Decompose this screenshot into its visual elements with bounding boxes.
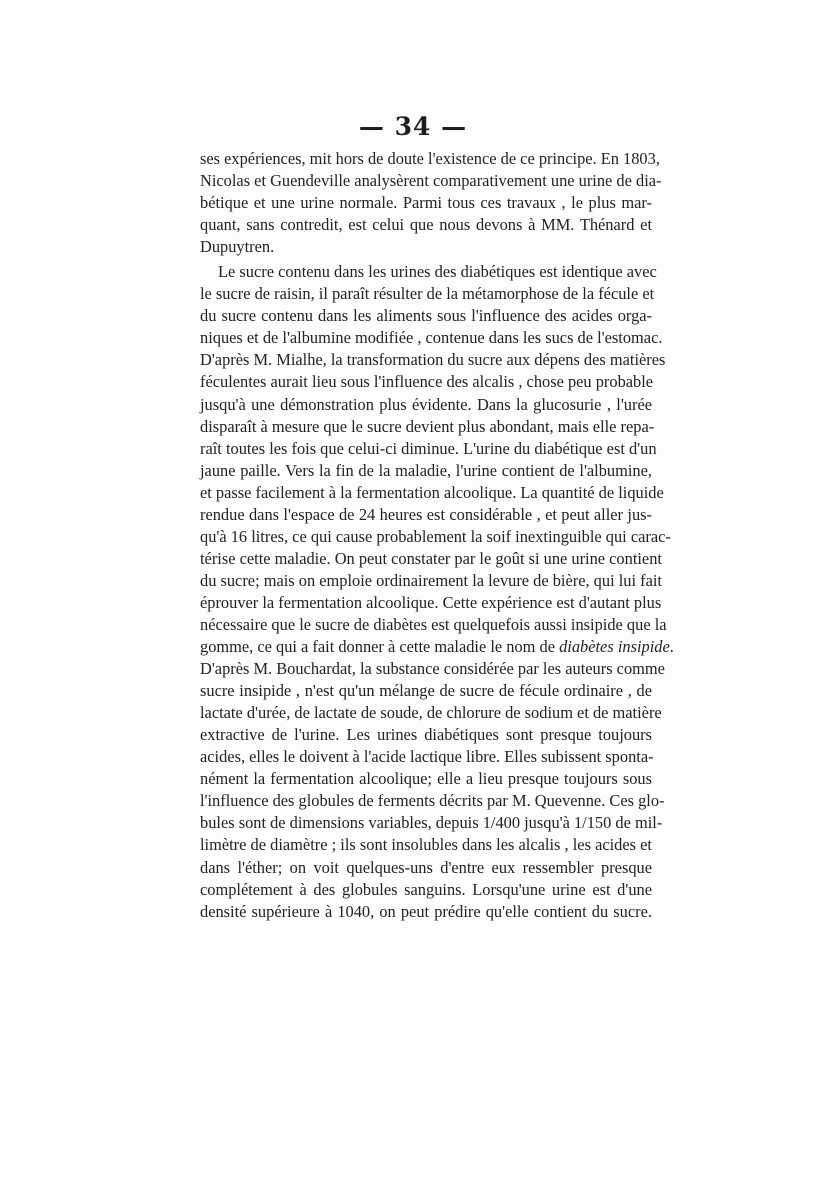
text-line: Le sucre contenu dans les urines des diabétiques est identique avec <box>218 262 657 282</box>
text-line: lactate d'urée, de lactate de soude, de chlorure de sodium et de matière <box>200 703 662 723</box>
text-line: térise cette maladie. On peut constater par le goût si une urine contient <box>200 548 662 568</box>
paragraph <box>200 261 674 922</box>
text-line: sucre insipide , n'est qu'un mélange de sucre de fécule ordinaire , de <box>200 681 652 701</box>
text-line: D'après M. Mialhe, la transformation du sucre aux dépens des matières <box>200 350 666 370</box>
text-line: du sucre; mais on emploie ordinairement la levure de bière, qui lui fait <box>200 570 662 590</box>
text-line: raît toutes les fois que celui-ci diminue. L'urine du diabétique est d'un <box>200 438 657 458</box>
text-line: Dupuytren. <box>200 237 275 257</box>
text-line: l'influence des globules de ferments décrits par M. Quevenne. Ces glo- <box>200 791 665 811</box>
text-line: densité supérieure à 1040, on peut prédire qu'elle contient du sucre. <box>200 901 652 921</box>
text-line: quant, sans contredit, est celui que nous devons à MM. Thénard et <box>200 215 652 235</box>
body-text <box>200 148 674 923</box>
text-line: jaune paille. Vers la fin de la maladie, l'urine contient de l'albumine, <box>200 460 652 480</box>
text-line: du sucre contenu dans les aliments sous l'influence des acides orga- <box>200 306 652 326</box>
text-segment: . <box>669 637 674 657</box>
text-line: nément la fermentation alcoolique; elle a lieu presque toujours sous <box>200 769 652 789</box>
italic-term: diabètes insipide <box>559 637 670 657</box>
text-line: limètre de diamètre ; ils sont insolubles dans les alcalis , les acides et <box>200 835 652 855</box>
text-line: bétique et une urine normale. Parmi tous ces travaux , le plus mar- <box>200 193 652 213</box>
text-line <box>200 636 674 658</box>
paragraph <box>200 148 662 258</box>
text-line: Nicolas et Guendeville analysèrent comparativement une urine de dia- <box>200 171 662 191</box>
text-line: complétement à des globules sanguins. Lorsqu'une urine est d'une <box>200 879 652 899</box>
text-line: nécessaire que le sucre de diabètes est quelquefois aussi insipide que la <box>200 614 667 634</box>
text-line: bules sont de dimensions variables, depuis 1/400 jusqu'à 1/150 de mil- <box>200 813 663 833</box>
text-line: qu'à 16 litres, ce qui cause probablement la soif inextinguible qui carac- <box>200 526 671 546</box>
text-line: le sucre de raisin, il paraît résulter de la métamorphose de la fécule et <box>200 284 655 304</box>
text-line: ses expériences, mit hors de doute l'existence de ce principe. En 1803, <box>200 149 660 168</box>
text-line: niques et de l'albumine modifiée , contenue dans les sucs de l'estomac. <box>200 328 663 348</box>
text-line: disparaît à mesure que le sucre devient plus abondant, mais elle repa- <box>200 416 655 436</box>
text-line: extractive de l'urine. Les urines diabétiques sont presque toujours <box>200 725 652 745</box>
text-line: rendue dans l'espace de 24 heures est considérable , et peut aller jus- <box>200 504 652 524</box>
text-segment: gomme, ce qui a fait donner à cette maladie le nom de <box>200 637 560 657</box>
text-line: et passe facilement à la fermentation alcoolique. La quantité de liquide <box>200 482 664 502</box>
page-number: — 34 — <box>358 112 468 141</box>
text-line: jusqu'à une démonstration plus évidente. Dans la glucosurie , l'urée <box>200 394 652 414</box>
text-line: éprouver la fermentation alcoolique. Cette expérience est d'autant plus <box>200 592 662 612</box>
text-line: acides, elles le doivent à l'acide lactique libre. Elles subissent sponta- <box>200 747 654 767</box>
text-line: D'après M. Bouchardat, la substance considérée par les auteurs comme <box>200 659 665 679</box>
text-line: dans l'éther; on voit quelques-uns d'entre eux ressembler presque <box>200 857 652 877</box>
text-line: féculentes aurait lieu sous l'influence des alcalis , chose peu probable <box>200 372 654 392</box>
